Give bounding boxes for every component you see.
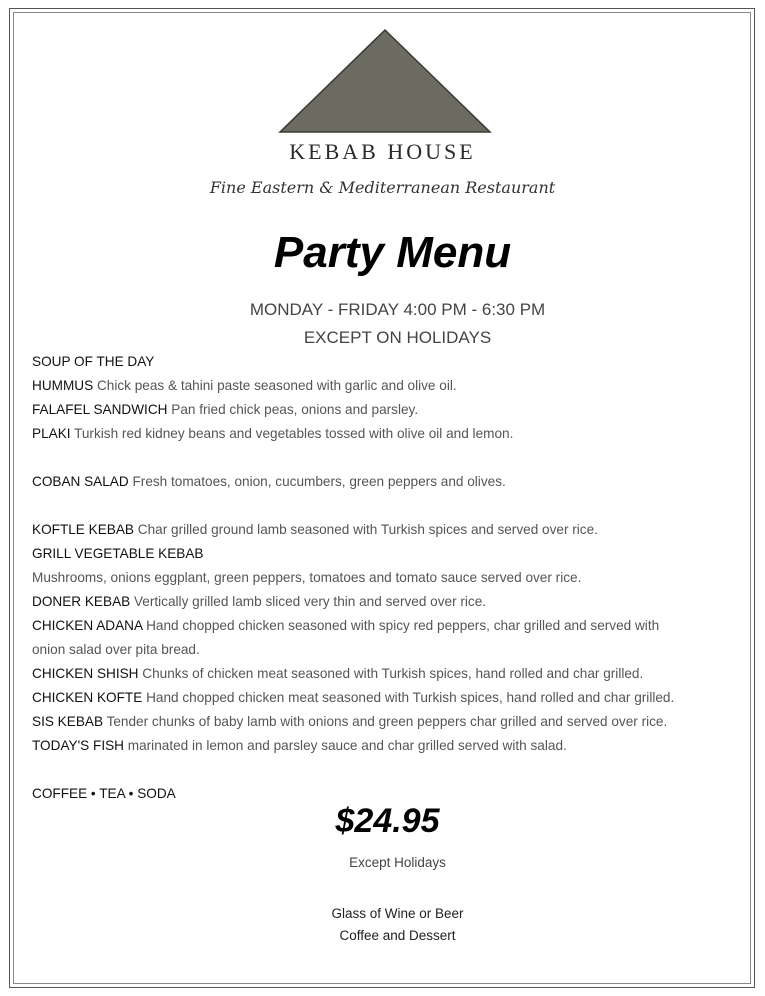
menu-item [32,470,732,494]
menu-item-name: SIS KEBAB [32,714,104,729]
hours-exception: EXCEPT ON HOLIDAYS [303,328,492,347]
menu-item-desc: Turkish red kidney beans and vegetables tossed with olive oil and lemon. [74,426,514,441]
menu-item [32,374,732,398]
menu-item-desc: Chick peas & tahini paste seasoned with garlic and olive oil. [96,378,457,393]
menu-item-name: KOFTLE KEBAB [32,522,134,537]
menu-item [32,590,732,614]
menu-item-desc: Fresh tomatoes, onion, cucumbers, green peppers and olives. [132,474,506,489]
menu-item [32,662,732,686]
hours-days: MONDAY - FRIDAY 4:00 PM - 6:30 PM [249,300,546,319]
menu-item-name: SOUP OF THE DAY [32,354,155,369]
page-title: Party Menu [273,228,512,277]
menu-item [32,686,732,710]
menu-item [32,542,732,566]
menu-item-desc: Mushrooms, onions eggplant, green peppers, tomatoes and tomato sauce served over rice. [32,570,582,585]
menu-item-name: CHICKEN SHISH [32,666,139,681]
menu-item [32,398,732,422]
menu-item-desc: Pan fried chick peas, onions and parsley. [171,402,419,417]
extras-block [0,903,765,947]
menu-item-name: PLAKI [32,426,71,441]
menu-item-desc: Hand chopped chicken seasoned with spicy red peppers, char grilled and served with [146,618,660,633]
menu-item-desc: Char grilled ground lamb seasoned with Turkish spices and served over rice. [137,522,598,537]
menu-item [32,734,732,758]
extras-line: Glass of Wine or Beer [331,906,464,921]
menu-item-desc: Hand chopped chicken meat seasoned with Turkish spices, hand rolled and char grilled. [146,690,675,705]
menu-item-continued [32,566,732,590]
menu-item-continued [32,638,732,662]
menu-item [32,422,732,446]
menu-item-name: CHICKEN KOFTE [32,690,143,705]
price-note: Except Holidays [349,855,446,870]
menu-item-desc: Tender chunks of baby lamb with onions and green peppers char grilled and served over rice. [106,714,668,729]
menu-list [32,350,732,806]
menu-item-desc: Chunks of chicken meat seasoned with Turkish spices, hand rolled and char grilled. [142,666,644,681]
menu-item-name: COBAN SALAD [32,474,129,489]
menu-item-name: HUMMUS [32,378,94,393]
restaurant-tagline: Fine Eastern & Mediterranean Restaurant [209,178,556,197]
menu-item [32,518,732,542]
menu-item [32,350,732,374]
triangle-logo-icon [278,28,492,134]
menu-item [32,710,732,734]
menu-item-name: DONER KEBAB [32,594,131,609]
menu-price: $24.95 [335,802,440,840]
menu-item-name: FALAFEL SANDWICH [32,402,168,417]
menu-item-desc: onion salad over pita bread. [32,642,200,657]
hours-block [0,296,765,352]
menu-item-desc: marinated in lemon and parsley sauce and char grilled served with salad. [127,738,567,753]
menu-item-desc: Vertically grilled lamb sliced very thin and served over rice. [133,594,487,609]
menu-item [32,614,732,638]
menu-item-name: TODAY'S FISH [32,738,124,753]
restaurant-name: KEBAB HOUSE [289,139,476,164]
drinks-list: COFFEE • TEA • SODA [32,786,176,801]
extras-line: Coffee and Dessert [339,928,456,943]
menu-item-name: CHICKEN ADANA [32,618,143,633]
menu-item-name: GRILL VEGETABLE KEBAB [32,546,204,561]
